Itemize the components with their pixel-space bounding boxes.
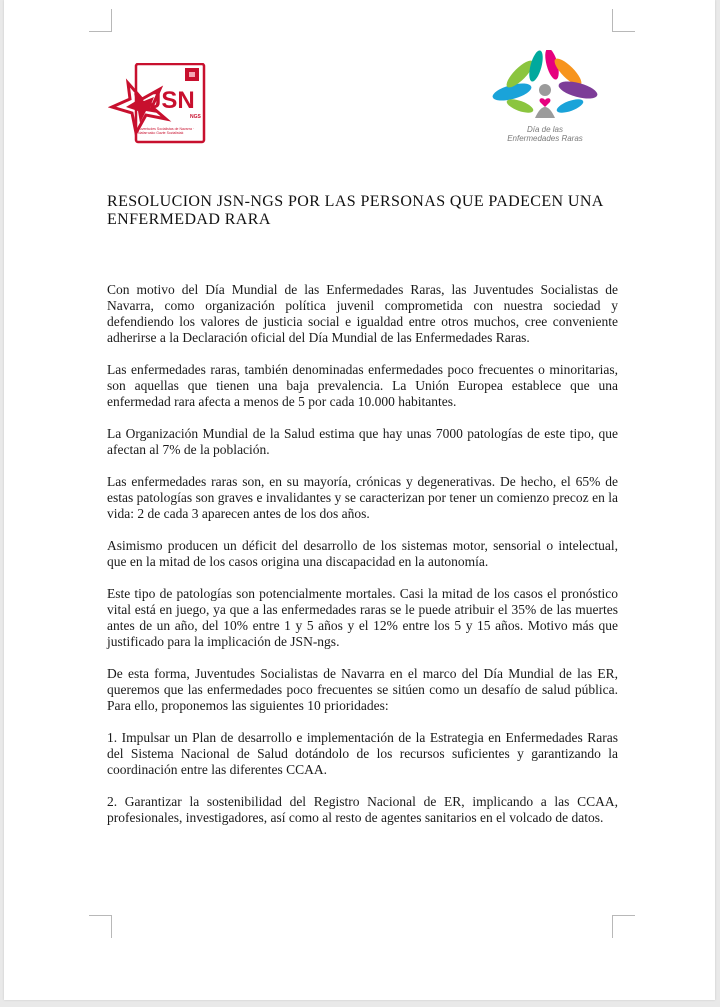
ngs-wordmark: NGS xyxy=(190,114,201,120)
margin-mark-bottom-right xyxy=(612,915,635,938)
margin-mark-bottom-left xyxy=(89,915,112,938)
hands-icon xyxy=(490,50,600,126)
priority-item: 1. Impulsar un Plan de desarrollo e implementación de la Estrategia en Enfermedades Raras del Sistema Nacional de Salud dotándolo de los recursos suficientes y garantizando la coordinación entre las diferentes CCAA. xyxy=(107,730,618,777)
margin-mark-top-left xyxy=(89,9,112,32)
paragraph: La Organización Mundial de la Salud estima que hay unas 7000 patologías de este tipo, que afectan al 7% de la población. xyxy=(107,426,618,457)
document-title: RESOLUCION JSN-NGS POR LAS PERSONAS QUE PADECEN UNA ENFERMEDAD RARA xyxy=(107,193,603,228)
document-body xyxy=(107,282,618,842)
rare-diseases-day-caption xyxy=(490,125,600,143)
paragraph: Este tipo de patologías son potencialmente mortales. Casi la mitad de los casos el pronóstico vital está en juego, ya que a las enfermedades raras se le puede atribuir el 35% de las muertes antes de un año, del 10% entre 1 y 5 años y el 12% entre los 5 y 15 años. Motivo más que justificado para la implicación de JSN-ngs. xyxy=(107,586,618,649)
jsn-ngs-logo xyxy=(108,63,206,145)
document-page xyxy=(4,0,715,1000)
paragraph: De esta forma, Juventudes Socialistas de Navarra en el marco del Día Mundial de las ER, queremos que las enfermedades poco frecuentes se sitúen como un desafío de salud pública. Para ello, proponemos las siguientes 10 prioridades: xyxy=(107,666,618,713)
paragraph: Asimismo producen un déficit del desarrollo de los sistemas motor, sensorial o intelectual, que en la mitad de los casos origina una discapacidad en la autonomía. xyxy=(107,538,618,569)
paragraph: Las enfermedades raras son, en su mayoría, crónicas y degenerativas. De hecho, el 65% de estas patologías son graves e invalidantes y se caracterizan por tener un comienzo precoz en la vida: 2 de cada 3 aparecen antes de los dos años. xyxy=(107,474,618,521)
margin-mark-top-right xyxy=(612,9,635,32)
caption-line-1: Día de las xyxy=(526,125,564,134)
paragraph: Las enfermedades raras, también denominadas enfermedades poco frecuentes o minoritarias, son aquellas que tienen una baja prevalencia. La Unión Europea establece que una enfermedad rara afecta a menos de 5 por cada 10.000 habitantes. xyxy=(107,362,618,409)
jsn-wordmark: JSN xyxy=(148,87,195,114)
caption-line-2: Enfermedades Raras xyxy=(507,134,583,143)
jsn-tagline: Juventudes Socialistas de Navarra · Nafarroako Gazte Sozialistak xyxy=(138,127,195,135)
priority-item: 2. Garantizar la sostenibilidad del Registro Nacional de ER, implicando a las CCAA, profesionales, investigadores, así como al resto de agentes sanitarios en el volcado de datos. xyxy=(107,794,618,825)
rare-diseases-day-logo xyxy=(490,50,600,148)
paragraph: Con motivo del Día Mundial de las Enfermedades Raras, las Juventudes Socialistas de Navarra, como organización política juvenil comprometida con nuestra sociedad y defendiendo los valores de justicia social e igualdad entre otros muchos, cree conveniente adherirse a la Declaración oficial del Día Mundial de las Enfermedades Raras. xyxy=(107,282,618,345)
